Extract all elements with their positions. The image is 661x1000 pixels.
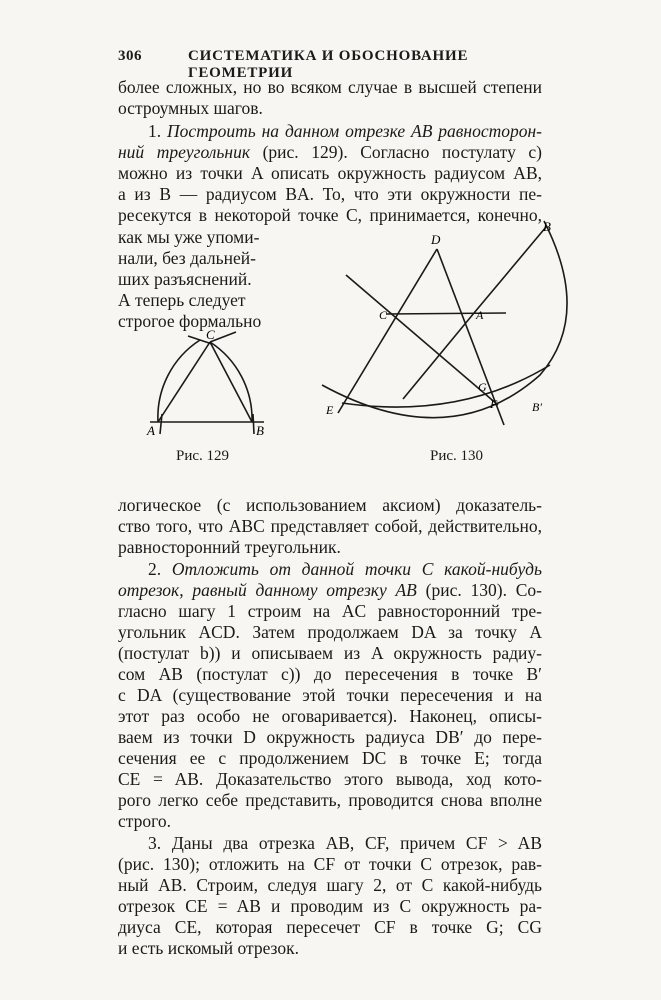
fig129-label-b: B [256, 423, 264, 438]
fig130-line-ca [386, 313, 506, 314]
fig130-label-c: C [379, 308, 388, 322]
step1-line-1 [118, 121, 542, 142]
step2-line-10: сечения ее с продолжением DC в точке E; тогда [118, 748, 542, 768]
fig130-circle-from-d [322, 221, 567, 418]
fig130-label-a: A [476, 308, 484, 322]
figure-130-caption: Рис. 130 [430, 448, 484, 464]
figure-129 [140, 322, 280, 442]
step1-line-4: а из B — радиусом BA. То, что эти окружности пе- [118, 184, 542, 204]
step2-line-7: с DA (существование этой точки пересечения и на [118, 685, 542, 705]
step2-task-end: отрезок, равный данному отрезку AB [118, 580, 417, 600]
step2-line-3: гласно шагу 1 строим на AC равносторонний тре- [118, 601, 542, 621]
figure-130 [300, 215, 600, 445]
fig129-tick-b [253, 414, 254, 434]
step1-line-2: ний треугольник (рис. 129). Согласно постулату с) [118, 142, 542, 162]
step1-line-12: ство того, что ABC представляет собой, действительно, [118, 516, 542, 536]
step2-line-12: рого легко себе представить, проводится снова вполне [118, 790, 542, 810]
step2-line-1 [118, 559, 542, 580]
step1-task-end: ний треугольник [118, 142, 251, 162]
fig130-line-ab [474, 227, 546, 313]
fig130-line-ab-ext [403, 313, 474, 399]
step1-line-9: А теперь следует [118, 290, 246, 310]
step2-line-8: этот раз особо не оговаривается). Наконец, описы- [118, 706, 542, 726]
step1-line-11: логическое (с использованием аксиом) доказатель- [118, 495, 542, 515]
figure-129-caption: Рис. 129 [176, 448, 230, 464]
fig130-label-g: G [478, 380, 487, 394]
step1-line-6: как мы уже упоми- [118, 227, 260, 247]
step1-line-7: нали, без дальней- [118, 248, 256, 268]
step3-line-2: (рис. 130); отложить на CF от точки C отрезок, рав- [118, 854, 542, 874]
step3-line-5: диуса CE, которая пересечет CF в точке G; CG [118, 917, 542, 937]
fig130-label-f: F [490, 397, 498, 411]
step2-task: Отложить от данной точки C какой-нибудь [171, 559, 542, 579]
fig130-label-e: E [326, 403, 334, 417]
step1-line-3: можно из точки A описать окружность радиусом AB, [118, 163, 542, 183]
step3-line-4: отрезок CE = AB и проводим из C окружность ра- [118, 896, 542, 916]
step3-line-6: и есть искомый отрезок. [118, 938, 299, 958]
step1-line-10: строгое формально [118, 311, 262, 331]
step1-number: 1. [148, 121, 168, 141]
intro-line-2: остроумных шагов. [118, 98, 263, 118]
running-header [118, 48, 538, 81]
fig129-label-a: A [147, 423, 155, 438]
fig130-line-de [338, 249, 437, 413]
fig130-label-b: B [543, 219, 551, 234]
intro-line-1: более сложных, но во всяком случае в высшей степени [118, 77, 542, 97]
fig129-side-bc [210, 342, 252, 422]
step1-line-8: ших разъяснений. [118, 269, 252, 289]
fig130-circle-from-c [342, 365, 550, 407]
fig130-line-cf [346, 275, 498, 405]
step2-number: 2. [148, 559, 172, 579]
running-title: СИСТЕМАТИКА И ОБОСНОВАНИЕ ГЕОМЕТРИИ [188, 48, 469, 81]
fig129-label-c: C [206, 327, 215, 342]
page-number: 306 [118, 48, 142, 64]
step2-line-6: сом AB (постулат с)) до пересечения в точке B′ [118, 664, 542, 684]
fig130-label-b-prime: B′ [532, 400, 542, 414]
step2-line-9: ваем из точки D окружность радиуса DB′ до пере- [118, 727, 542, 747]
step1-line-5: ресекутся в некоторой точке C, принимается, конечно, [118, 205, 542, 225]
step2-line-4: угольник ACD. Затем продолжаем DA за точку A [118, 622, 542, 642]
fig129-arc-from-b [158, 340, 200, 422]
step1-task: Построить на данном отрезке AB равносторон- [167, 121, 543, 141]
step2-line-5: (постулат b)) и описываем из A окружность радиу- [118, 643, 542, 663]
step2-line-13: строго. [118, 811, 171, 831]
step3-line-1: 3. Даны два отрезка AB, CF, причем CF > AB [148, 833, 542, 853]
step3-line-3: ный AB. Строим, следуя шагу 2, от C какой-нибудь [118, 875, 542, 895]
step2-line-2: отрезок, равный данному отрезку AB (рис. 130). Со- [118, 580, 542, 600]
step2-line-11: CE = AB. Доказательство этого вывода, ход кото- [118, 769, 542, 789]
step1-line-13: равносторонний треугольник. [118, 537, 341, 557]
fig130-label-d: D [431, 232, 441, 247]
